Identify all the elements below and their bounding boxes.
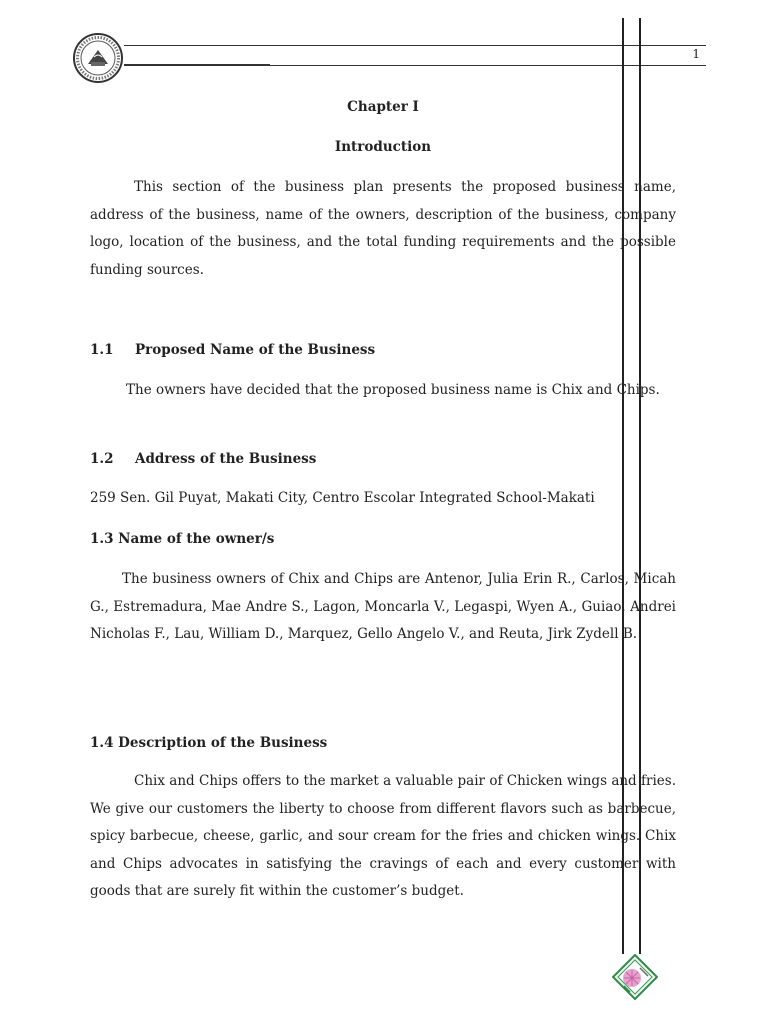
section-body-1-3: The business owners of Chix and Chips are Antenor, Julia Erin R., Carlos, Micah G., Estremadura, Mae Andre S., Lagon, Moncarla V., Legaspi, Wyen A., Guiao, Andrei Nicholas F., Lau, William D., Marquez, Gello Angelo V., and Reuta, Jirk Zydell B. xyxy=(90,571,676,642)
section-heading-label: Proposed Name of the Business xyxy=(135,342,376,358)
section-body-1-4: Chix and Chips offers to the market a valuable pair of Chicken wings and fries. We give our customers the liberty to choose from different flavors such as barbecue, spicy barbecue, cheese, garlic, and sour cream for the fries and chicken wings. Chix and Chips advocates in satisfying the cravings of each and every customer with goods that are surely fit within the customer’s budget. xyxy=(90,773,676,899)
decorative-emblem xyxy=(612,954,658,1000)
section-number: 1.2 xyxy=(90,451,114,467)
header-bottom-rule-thick xyxy=(124,64,270,66)
section-title: Introduction xyxy=(334,139,432,155)
school-seal-logo xyxy=(72,32,124,84)
section-heading-1-2 xyxy=(90,451,316,467)
section-heading-1-3: 1.3 Name of the owner/s xyxy=(90,531,275,547)
section-body-1-2: 259 Sen. Gil Puyat, Makati City, Centro Escolar Integrated School-Makati xyxy=(90,490,595,506)
header-top-rule xyxy=(124,45,706,46)
page-number: 1 xyxy=(692,47,700,61)
section-body-1-1: The owners have decided that the proposed business name is Chix and Chips. xyxy=(126,382,660,398)
intro-paragraph: This section of the business plan presents the proposed business name, address of the business, name of the owners, description of the business, company logo, location of the business, and the total funding requirements and the possible funding sources. xyxy=(90,179,676,278)
section-number: 1.1 xyxy=(90,342,114,358)
chapter-title: Chapter I xyxy=(347,99,419,115)
section-heading-label: Address of the Business xyxy=(135,451,317,467)
section-heading-1-4: 1.4 Description of the Business xyxy=(90,735,328,751)
section-heading-1-1 xyxy=(90,342,375,358)
